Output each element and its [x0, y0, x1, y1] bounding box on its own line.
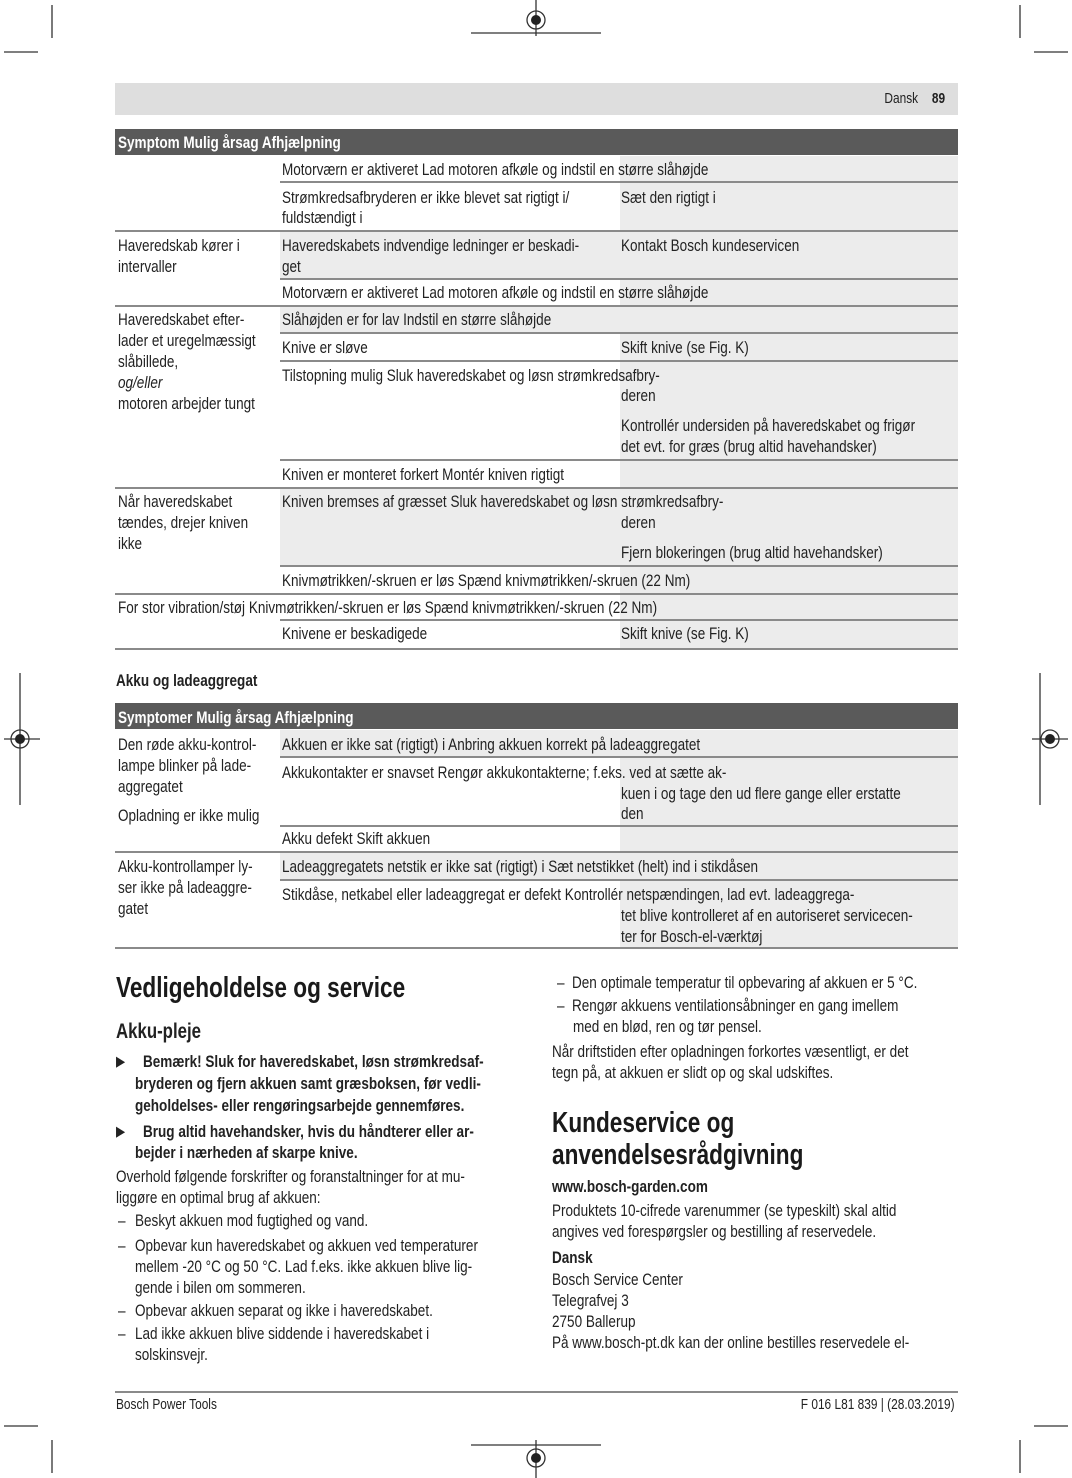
body-text-line: geholdelses- eller rengøringsarbejde gennemføres.: [135, 1097, 465, 1115]
table-row-divider: [115, 947, 958, 949]
table-cell-text: slåbillede,: [118, 353, 179, 371]
body-text-line: Rengør akkuens ventilationsåbninger en gang imellem: [572, 997, 899, 1015]
body-text-line: Opbevar akkuen separat og ikke i haveredskabet.: [135, 1302, 433, 1320]
body-text-line: tegn på, at akkuen er slidt op og skal udskiftes.: [552, 1064, 834, 1082]
table-row-divider: [280, 332, 958, 334]
table-cell-text: ikke: [118, 535, 143, 553]
table-cell-text: fuldstændigt i: [282, 209, 363, 227]
table-header: Symptomer Mulig årsag Afhjælpning: [118, 709, 354, 727]
table-cell-text: lampe blinker på lade-: [118, 757, 252, 775]
table-cell-text: deren: [621, 387, 656, 405]
table-cell-text: Knive er sløve: [282, 339, 368, 357]
body-text-line: Telegrafvej 3: [552, 1292, 629, 1310]
body-text-line: bryderen og fjern akkuen samt græsboksen, før vedli-: [135, 1075, 481, 1093]
body-text-line: Overhold følgende forskrifter og foranstaltninger for at mu-: [116, 1168, 465, 1186]
list-dash: –: [557, 997, 565, 1015]
table-cell-text: Akkukontakter er snavset Rengør akkukontakterne; f.eks. ved at sætte ak-: [282, 764, 727, 782]
body-text-line: Bosch Service Center: [552, 1271, 683, 1289]
table-row-divider: [115, 230, 958, 232]
list-dash: –: [118, 1212, 126, 1230]
body-text-line: Dansk: [552, 1249, 593, 1267]
table-cell-text: aggregatet: [118, 778, 183, 796]
table-row-divider: [280, 360, 958, 362]
table-row-divider: [115, 593, 958, 595]
table-cell-text: Når haveredskabet: [118, 493, 233, 511]
body-text-line: med en blød, ren og tør pensel.: [573, 1018, 762, 1036]
body-text-line: 2750 Ballerup: [552, 1313, 636, 1331]
body-text-line: gende i bilen om sommeren.: [135, 1279, 306, 1297]
table-cell-text: Kniven bremses af græsset Sluk haveredskabet og løsn strømkredsafbry-: [282, 493, 724, 511]
table-cell-text: intervaller: [118, 258, 177, 276]
page-header-bar: [115, 83, 958, 115]
table-row-divider: [115, 648, 958, 650]
table-row-divider: [115, 1391, 958, 1393]
table-cell-text: Haveredskab kører i: [118, 237, 240, 255]
table-cell-text: Haveredskabet efter-: [118, 311, 245, 329]
table-cell-text: Skift knive (se Fig. K): [621, 339, 749, 357]
table-cell-text: Stikdåse, netkabel eller ladeaggregat er defekt Kontrollér netspændingen, lad evt. ladeaggrega-: [282, 886, 855, 904]
bullet-triangle-icon: ▶: [116, 1124, 126, 1140]
bullet-triangle-icon: ▶: [116, 1054, 126, 1070]
table-cell-text: Ladeaggregatets netstik er ikke sat (rigtigt) i Sæt netstikket (helt) ind i stikdåsen: [282, 858, 759, 876]
table-row-divider: [280, 756, 958, 758]
list-dash: –: [118, 1237, 126, 1255]
table-cell-text: det evt. for græs (brug altid havehandsker): [621, 438, 877, 456]
body-text-line: Opbevar kun haveredskabet og akkuen ved temperaturer: [135, 1237, 478, 1255]
list-dash: –: [557, 974, 565, 992]
table-cell-text: Slåhøjden er for lav Indstil en større slåhøjde: [282, 311, 552, 329]
section-heading: Vedligeholdelse og service: [116, 972, 406, 1004]
header-section: Dansk: [884, 91, 918, 107]
body-text-line: bejder i nærheden af skarpe knive.: [135, 1144, 358, 1162]
table-row-divider: [115, 305, 958, 307]
body-text-line: mellem -20 °C og 50 °C. Lad f.eks. ikke akkuen blive lig-: [135, 1258, 473, 1276]
body-text-line: Når driftstiden efter opladningen forkortes væsentligt, er det: [552, 1043, 909, 1061]
table-cell-text: Skift knive (se Fig. K): [621, 625, 749, 643]
body-text-line: liggøre en optimal brug af akkuen:: [116, 1189, 321, 1207]
table-cell-text: og/eller: [118, 374, 163, 392]
table-row-divider: [280, 825, 958, 827]
table-row-divider: [280, 459, 958, 461]
table-header: Symptom Mulig årsag Afhjælpning: [118, 134, 341, 152]
table-cell-text: gatet: [118, 900, 149, 918]
table-cell-text: lader et uregelmæssigt: [118, 332, 256, 350]
table-row-divider: [280, 879, 958, 881]
subsection-heading: Akku-pleje: [116, 1020, 201, 1043]
body-text-line: Lad ikke akkuen blive siddende i haveredskabet i: [135, 1325, 430, 1343]
table-cell-text: Akku defekt Skift akkuen: [282, 830, 431, 848]
page-number: 89: [931, 91, 945, 107]
body-text-line: Beskyt akkuen mod fugtighed og vand.: [135, 1212, 369, 1230]
table-row-divider: [115, 487, 958, 489]
table-cell-text: Strømkredsafbryderen er ikke blevet sat rigtigt i/: [282, 189, 570, 207]
table-row-divider: [280, 619, 958, 621]
body-text-line: Brug altid havehandsker, hvis du håndterer eller ar-: [143, 1123, 474, 1141]
table-cell-text: kuen i og tage den ud flere gange eller erstatte: [621, 785, 901, 803]
section-heading: Kundeservice og: [552, 1107, 735, 1139]
section-heading: anvendelsesrådgivning: [552, 1139, 804, 1171]
table-cell-text: Den røde akku-kontrol-: [118, 736, 257, 754]
table-row-divider: [280, 181, 958, 183]
body-text-line: solskinsvejr.: [135, 1346, 208, 1364]
table-cell-text: Kniven er monteret forkert Montér kniven rigtigt: [282, 466, 565, 484]
table-cell-text: tændes, drejer kniven: [118, 514, 249, 532]
table-cell-text: motoren arbejder tungt: [118, 395, 255, 413]
footer-publisher: Bosch Power Tools: [116, 1397, 217, 1413]
section-label: Akku og ladeaggregat: [116, 672, 258, 690]
table-row-divider: [280, 565, 958, 567]
website-link[interactable]: www.bosch-garden.com: [552, 1178, 708, 1196]
body-text-line: Produktets 10-cifrede varenummer (se typeskilt) skal altid: [552, 1202, 897, 1220]
table-cell-text: Fjern blokeringen (brug altid havehandsker): [621, 544, 883, 562]
table-cell-text: deren: [621, 514, 656, 532]
body-text-line: Den optimale temperatur til opbevaring af akkuen er 5 °C.: [572, 974, 918, 992]
table-cell-text: tet blive kontrolleret af en autoriseret servicecen-: [621, 907, 913, 925]
table-cell-text: Akkuen er ikke sat (rigtigt) i Anbring akkuen korrekt på ladeaggregatet: [282, 736, 701, 754]
table-cell-text: Sæt den rigtigt i: [621, 189, 716, 207]
footer-doc-number: F 016 L81 839 | (28.03.2019): [801, 1397, 955, 1413]
list-dash: –: [118, 1325, 126, 1343]
table-cell-text: ter for Bosch-el-værktøj: [621, 928, 763, 946]
table-cell-text: Akku-kontrollamper ly-: [118, 858, 253, 876]
table-cell-text: Kontrollér undersiden på haveredskabet og frigør: [621, 417, 916, 435]
table-cell-text: den: [621, 805, 644, 823]
body-text-line: Bemærk! Sluk for haveredskabet, løsn strømkredsaf-: [143, 1053, 484, 1071]
table-cell-text: ser ikke på ladeaggre-: [118, 879, 252, 897]
table-cell-text: Motorværn er aktiveret Lad motoren afkøle og indstil en større slåhøjde: [282, 284, 709, 302]
table-row-divider: [115, 851, 958, 853]
table-cell-text: Kontakt Bosch kundeservicen: [621, 237, 800, 255]
table-cell-text: Opladning er ikke mulig: [118, 807, 260, 825]
table-cell-text: Haveredskabets indvendige ledninger er beskadi-: [282, 237, 580, 255]
table-cell-text: Tilstopning mulig Sluk haveredskabet og løsn strømkredsafbry-: [282, 367, 660, 385]
table-cell-text: Motorværn er aktiveret Lad motoren afkøle og indstil en større slåhøjde: [282, 161, 709, 179]
body-text-line: angives ved forespørgsler og bestilling af reservedele.: [552, 1223, 877, 1241]
table-row-divider: [280, 278, 958, 280]
table-cell-text: Knivmøtrikken/-skruen er løs Spænd knivmøtrikken/-skruen (22 Nm): [282, 572, 691, 590]
table-cell-text: get: [282, 258, 301, 276]
table-cell-text: Knivene er beskadigede: [282, 625, 428, 643]
body-text-line: På www.bosch-pt.dk kan der online bestilles reservedele el-: [552, 1334, 910, 1352]
table-cell-text: For stor vibration/støj Knivmøtrikken/-skruen er løs Spænd knivmøtrikken/-skruen (22 Nm): [118, 599, 658, 617]
list-dash: –: [118, 1302, 126, 1320]
